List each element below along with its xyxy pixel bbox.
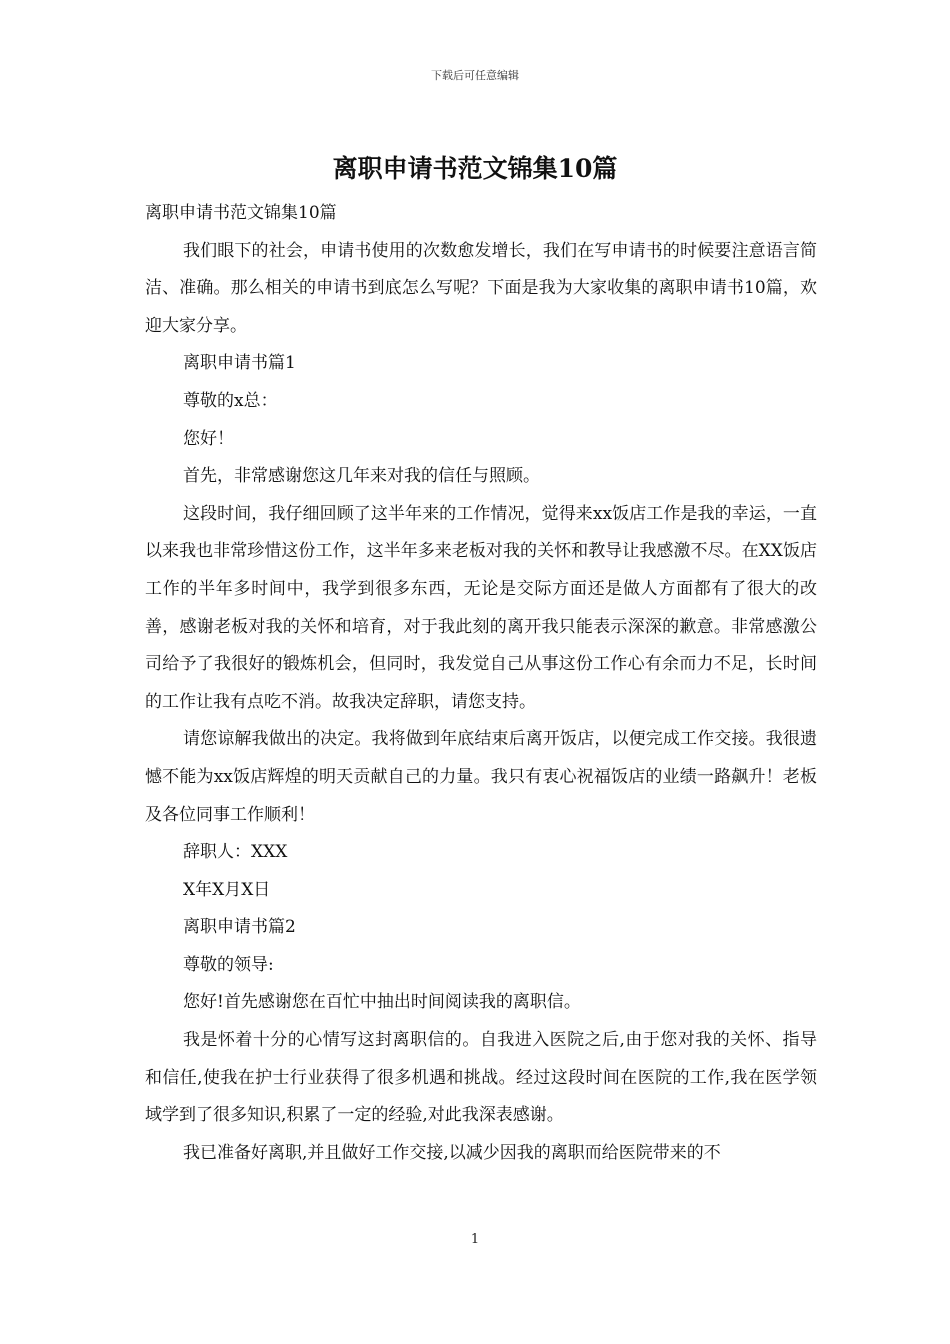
paragraph: 请您谅解我做出的决定。我将做到年底结束后离开饭店，以便完成工作交接。我很遗憾不能为xx饭店辉煌的明天贡献自己的力量。我只有衷心祝福饭店的业绩一路飙升！老板及各位同事工作顺利！ xyxy=(145,729,817,825)
header-note: 下载后可任意编辑 xyxy=(431,69,519,82)
page-number: 1 xyxy=(470,1232,480,1247)
section-heading: 离职申请书篇2 xyxy=(183,917,296,938)
salutation: 尊敬的领导: xyxy=(183,954,274,975)
paragraph: 我是怀着十分的心情写这封离职信的。自我进入医院之后,由于您对我的关怀、指导和信任,使我在护士行业获得了很多机遇和挑战。经过这段时间在医院的工作,我在医学领域学到了很多知识,积累了一定的经验,对此我深表感谢。 xyxy=(145,1030,817,1126)
salutation: 尊敬的x总： xyxy=(183,390,278,411)
signature: 辞职人：XXX xyxy=(183,842,288,863)
paragraph: 首先，非常感谢您这几年来对我的信任与照顾。 xyxy=(183,466,540,487)
paragraph: 这段时间，我仔细回顾了这半年来的工作情况，觉得来xx饭店工作是我的幸运，一直以来我也非常珍惜这份工作，这半年多来老板对我的关怀和教导让我感激不尽。在XX饭店工作的半年多时间中，我学到很多东西，无论是交际方面还是做人方面都有了很大的改善，感谢老板对我的关怀和培育，对于我此刻的离开我只能表示深深的歉意。非常感激公司给予了我很好的锻炼机会，但同时，我发觉自己从事这份工作心有余而力不足，长时间的工作让我有点吃不消。故我决定辞职，请您支持。 xyxy=(145,503,817,712)
document-body xyxy=(145,195,817,1172)
greeting: 您好！ xyxy=(183,428,234,449)
date-line: X年X月X日 xyxy=(183,879,271,900)
greeting: 您好!首先感谢您在百忙中抽出时间阅读我的离职信。 xyxy=(183,992,581,1013)
section-heading: 离职申请书篇1 xyxy=(183,353,296,374)
paragraph: 离职申请书范文锦集10篇 xyxy=(145,203,337,223)
document-title: 离职申请书范文锦集10篇 xyxy=(332,154,618,183)
paragraph: 我们眼下的社会，申请书使用的次数愈发增长，我们在写申请书的时候要注意语言简洁、准确。那么相关的申请书到底怎么写呢？下面是我为大家收集的离职申请书10篇，欢迎大家分享。 xyxy=(145,240,817,336)
paragraph: 我已准备好离职,并且做好工作交接,以减少因我的离职而给医院带来的不 xyxy=(183,1142,721,1163)
